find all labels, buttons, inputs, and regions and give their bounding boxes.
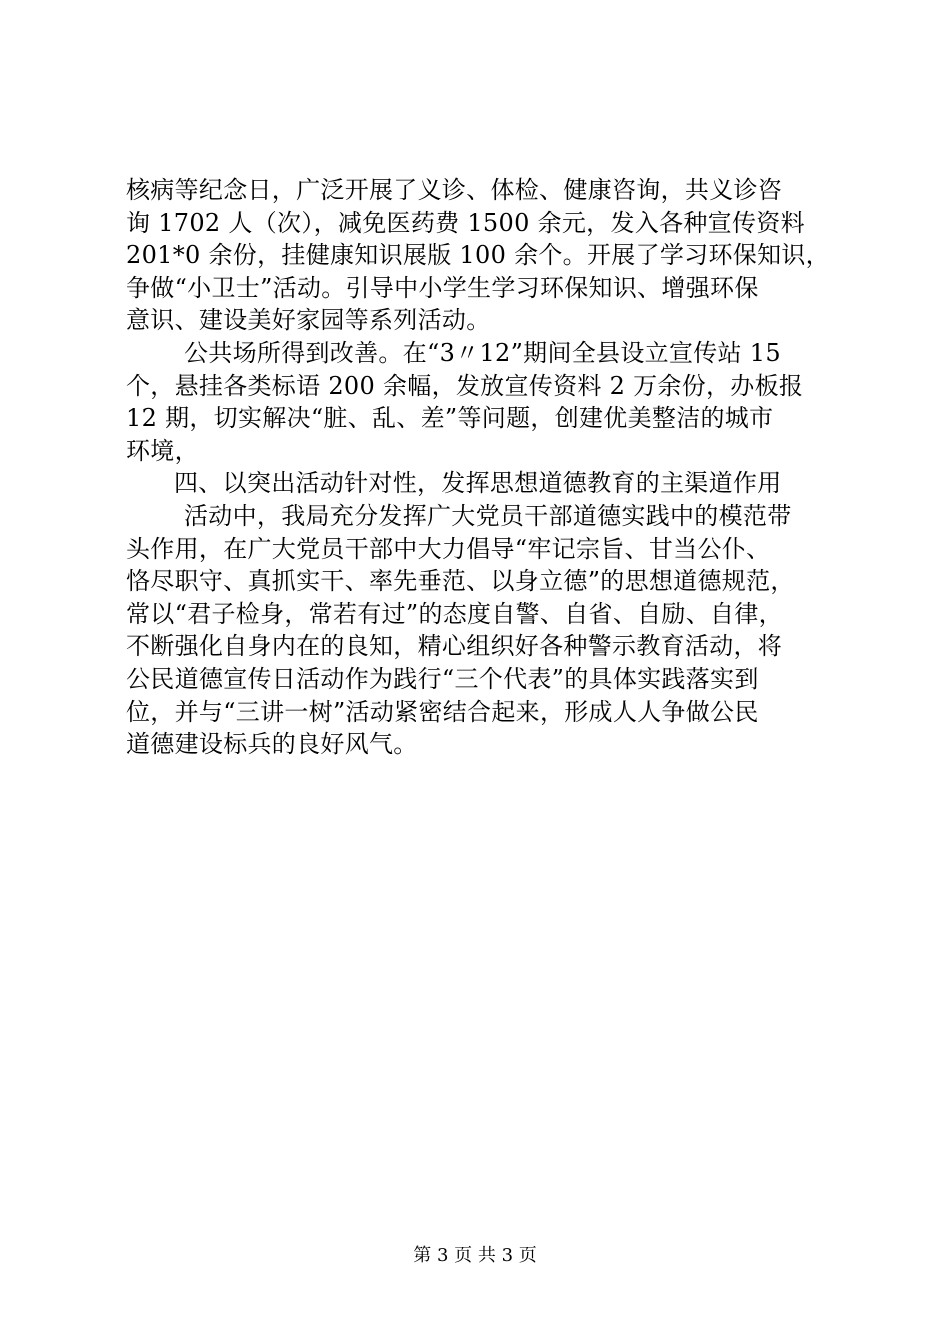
document-body xyxy=(126,174,832,761)
text-line: 环境， xyxy=(126,436,199,465)
text-line: 核病等纪念日，广泛开展了义诊、体检、健康咨询，共义诊咨 xyxy=(126,176,783,204)
page-number-label: 第 3 页 共 3 页 xyxy=(413,1245,537,1266)
paragraph-start-line: 活动中，我局充分发挥广大党员干部道德实践中的模范带 xyxy=(184,501,792,530)
text-line: 头作用，在广大党员干部中大力倡导“牢记宗旨、甘当公仆、 xyxy=(126,534,771,563)
text-line: 道德建设标兵的良好风气。 xyxy=(126,730,418,759)
text-line: 12 期，切实解决“脏、乱、差”等问题，创建优美整洁的城市 xyxy=(126,404,774,433)
text-line: 不断强化自身内在的良知，精心组织好各种警示教育活动，将 xyxy=(126,632,783,661)
text-line: 意识、建设美好家园等系列活动。 xyxy=(126,306,491,335)
text-line: 常以“君子检身，常若有过”的态度自警、自省、自励、自律， xyxy=(126,599,783,628)
text-line: 恪尽职守、真抓实干、率先垂范、以身立德”的思想道德规范， xyxy=(126,567,795,596)
text-line: 位，并与“三讲一树”活动紧密结合起来，形成人人争做公民 xyxy=(126,697,759,726)
paragraph-start-line: 公共场所得到改善。在“3〃12”期间全县设立宣传站 15 xyxy=(184,338,781,367)
section-heading: 四、以突出活动针对性，发挥思想道德教育的主渠道作用 xyxy=(174,469,782,498)
text-line: 询 1702 人（次），减免医药费 1500 余元，发入各种宣传资料 xyxy=(126,208,805,237)
text-line: 公民道德宣传日活动作为践行“三个代表”的具体实践落实到 xyxy=(126,664,759,693)
page-footer xyxy=(0,1245,950,1267)
text-line: 201*0 余份，挂健康知识展版 100 余个。开展了学习环保知识， xyxy=(126,241,830,270)
text-line: 个，悬挂各类标语 200 余幅，发放宣传资料 2 万余份，办板报 xyxy=(126,371,804,400)
text-line: 争做“小卫士”活动。引导中小学生学习环保知识、增强环保 xyxy=(126,273,759,302)
